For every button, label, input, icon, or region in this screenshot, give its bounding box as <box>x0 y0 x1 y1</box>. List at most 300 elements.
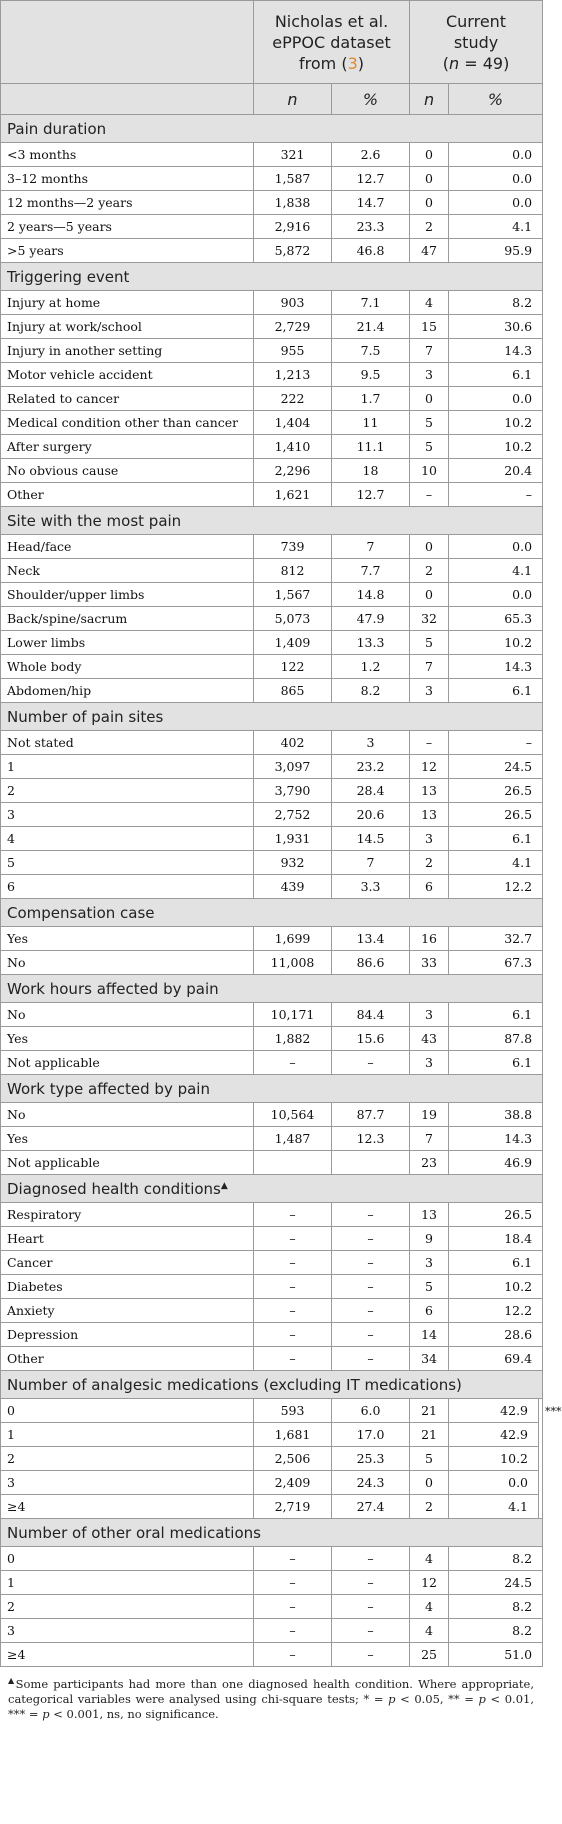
cell-current-pct: 26.5 <box>449 1203 543 1227</box>
cell-current-pct: 4.1 <box>449 851 543 875</box>
header-blank-cell <box>1 1 254 84</box>
cell-nicholas-n: 932 <box>254 851 332 875</box>
table-row <box>1 387 543 411</box>
cell-nicholas-n: 2,409 <box>254 1471 332 1495</box>
cell-nicholas-n: – <box>254 1323 332 1347</box>
table-row <box>1 1471 543 1495</box>
cell-current-pct: 8.2 <box>449 1619 543 1643</box>
cell-nicholas-n: 1,487 <box>254 1127 332 1151</box>
cell-current-pct: 10.2 <box>449 1275 543 1299</box>
cell-nicholas-n: 865 <box>254 679 332 703</box>
cell-nicholas-pct: – <box>332 1251 410 1275</box>
row-label: 5 <box>1 851 254 875</box>
section-title-text: Triggering event <box>7 267 130 286</box>
cell-nicholas-pct: 18 <box>332 459 410 483</box>
row-label: Not stated <box>1 731 254 755</box>
cell-nicholas-pct: 13.3 <box>332 631 410 655</box>
cell-current-n: 3 <box>410 1003 449 1027</box>
table-row <box>1 1595 543 1619</box>
cell-nicholas-pct: 23.3 <box>332 215 410 239</box>
cell-current-n: 21 <box>410 1399 449 1423</box>
row-label: Neck <box>1 559 254 583</box>
cell-current-pct: 0.0 <box>449 143 543 167</box>
section-title-text: Number of pain sites <box>7 707 164 726</box>
cell-nicholas-pct: 14.5 <box>332 827 410 851</box>
section-header-row <box>1 1371 543 1399</box>
table-row <box>1 1251 543 1275</box>
cell-nicholas-pct: – <box>332 1571 410 1595</box>
row-label: Cancer <box>1 1251 254 1275</box>
row-label: 3–12 months <box>1 167 254 191</box>
cell-current-n: 7 <box>410 1127 449 1151</box>
section-title-text: Pain duration <box>7 119 107 138</box>
cell-current-n: 7 <box>410 655 449 679</box>
cell-nicholas-n: – <box>254 1571 332 1595</box>
cell-nicholas-n: 2,752 <box>254 803 332 827</box>
table-row <box>1 1423 543 1447</box>
row-label: 0 <box>1 1399 254 1423</box>
row-label: Medical condition other than cancer <box>1 411 254 435</box>
cell-nicholas-n: 1,409 <box>254 631 332 655</box>
table-row <box>1 927 543 951</box>
table-row <box>1 1619 543 1643</box>
table-row <box>1 631 543 655</box>
table-row <box>1 411 543 435</box>
section-title <box>1 115 543 143</box>
cell-nicholas-pct: – <box>332 1275 410 1299</box>
cell-current-n: – <box>410 483 449 507</box>
cell-nicholas-pct: 7.7 <box>332 559 410 583</box>
row-label: Other <box>1 1347 254 1371</box>
cell-nicholas-n: 11,008 <box>254 951 332 975</box>
row-label: 1 <box>1 1423 254 1447</box>
row-label: After surgery <box>1 435 254 459</box>
section-header-row <box>1 507 543 535</box>
section-header-row <box>1 899 543 927</box>
cell-nicholas-n: 321 <box>254 143 332 167</box>
cell-nicholas-n: 1,882 <box>254 1027 332 1051</box>
cell-nicholas-pct: 14.8 <box>332 583 410 607</box>
cell-current-pct: 46.9 <box>449 1151 543 1175</box>
cell-current-n: 4 <box>410 291 449 315</box>
row-label: Other <box>1 483 254 507</box>
section-title <box>1 263 543 291</box>
row-label: Abdomen/hip <box>1 679 254 703</box>
cell-current-n: 3 <box>410 363 449 387</box>
significance-marker: *** <box>539 1399 543 1519</box>
row-label: 2 <box>1 779 254 803</box>
table-row <box>1 1103 543 1127</box>
cell-current-pct: 14.3 <box>449 655 543 679</box>
cell-current-pct: 26.5 <box>449 779 543 803</box>
cell-current-pct: 67.3 <box>449 951 543 975</box>
table-row <box>1 315 543 339</box>
cell-current-pct: 4.1 <box>449 1495 539 1519</box>
cell-current-n: 3 <box>410 1051 449 1075</box>
cell-current-pct: 10.2 <box>449 631 543 655</box>
cell-current-n: 4 <box>410 1595 449 1619</box>
table-row <box>1 459 543 483</box>
table-row <box>1 143 543 167</box>
cell-current-n: 5 <box>410 1275 449 1299</box>
cell-nicholas-n: 2,916 <box>254 215 332 239</box>
row-label: Whole body <box>1 655 254 679</box>
cell-current-pct: 4.1 <box>449 559 543 583</box>
cell-nicholas-n: 439 <box>254 875 332 899</box>
row-label: <3 months <box>1 143 254 167</box>
section-title-text: Work hours affected by pain <box>7 979 219 998</box>
cell-nicholas-pct: 23.2 <box>332 755 410 779</box>
row-label: 12 months—2 years <box>1 191 254 215</box>
cell-current-n: 5 <box>410 435 449 459</box>
cell-current-pct: 12.2 <box>449 875 543 899</box>
footnote-marker: ▲ <box>220 1180 228 1191</box>
cell-current-pct: 65.3 <box>449 607 543 631</box>
cell-nicholas-n: – <box>254 1275 332 1299</box>
table-row <box>1 1643 543 1667</box>
row-label: Not applicable <box>1 1051 254 1075</box>
table-row <box>1 339 543 363</box>
table-row <box>1 755 543 779</box>
cell-nicholas-pct: 7 <box>332 535 410 559</box>
cell-nicholas-n: – <box>254 1299 332 1323</box>
header-current-study <box>410 1 543 84</box>
cell-nicholas-n: – <box>254 1619 332 1643</box>
table-row <box>1 679 543 703</box>
header-nicholas-suffix: ) <box>357 53 364 73</box>
cell-current-n: 34 <box>410 1347 449 1371</box>
cell-current-pct: 6.1 <box>449 1251 543 1275</box>
cell-current-n: 33 <box>410 951 449 975</box>
cell-nicholas-n: – <box>254 1251 332 1275</box>
cell-nicholas-n: 222 <box>254 387 332 411</box>
footnote <box>0 1667 542 1722</box>
cell-nicholas-pct: 47.9 <box>332 607 410 631</box>
cell-current-pct: 95.9 <box>449 239 543 263</box>
row-label: 2 <box>1 1447 254 1471</box>
cell-current-n: 0 <box>410 191 449 215</box>
cell-nicholas-n: – <box>254 1643 332 1667</box>
cell-current-n: 3 <box>410 827 449 851</box>
table-row <box>1 851 543 875</box>
row-label: Not applicable <box>1 1151 254 1175</box>
row-label: Back/spine/sacrum <box>1 607 254 631</box>
cell-current-n: 0 <box>410 387 449 411</box>
cell-nicholas-pct: 15.6 <box>332 1027 410 1051</box>
cell-nicholas-n: 122 <box>254 655 332 679</box>
row-label: Head/face <box>1 535 254 559</box>
cell-current-pct: 6.1 <box>449 363 543 387</box>
cell-nicholas-n: 2,296 <box>254 459 332 483</box>
cell-nicholas-pct: – <box>332 1323 410 1347</box>
table-row <box>1 731 543 755</box>
table-row <box>1 1299 543 1323</box>
table-row <box>1 1399 543 1423</box>
cell-current-pct: 6.1 <box>449 679 543 703</box>
cell-nicholas-n: 1,404 <box>254 411 332 435</box>
cell-current-n: 4 <box>410 1619 449 1643</box>
cell-nicholas-n: 812 <box>254 559 332 583</box>
table-row <box>1 167 543 191</box>
cell-current-pct: 8.2 <box>449 291 543 315</box>
cell-current-n: 15 <box>410 315 449 339</box>
cell-nicholas-n: 10,564 <box>254 1103 332 1127</box>
cell-nicholas-n: – <box>254 1595 332 1619</box>
row-label: Injury in another setting <box>1 339 254 363</box>
cell-nicholas-pct: 17.0 <box>332 1423 410 1447</box>
cell-nicholas-pct: 11.1 <box>332 435 410 459</box>
table-row <box>1 435 543 459</box>
cell-nicholas-n: 2,506 <box>254 1447 332 1471</box>
cell-nicholas-n: 402 <box>254 731 332 755</box>
table-row <box>1 1347 543 1371</box>
cell-nicholas-pct: 20.6 <box>332 803 410 827</box>
section-header-row <box>1 703 543 731</box>
cell-current-pct: 42.9 <box>449 1399 539 1423</box>
table-row <box>1 1447 543 1471</box>
subheader-blank-cell <box>1 84 254 115</box>
cell-nicholas-n: 903 <box>254 291 332 315</box>
section-title-text: Work type affected by pain <box>7 1079 210 1098</box>
table-row <box>1 607 543 631</box>
cell-nicholas-pct: 11 <box>332 411 410 435</box>
section-title <box>1 703 543 731</box>
table-row <box>1 239 543 263</box>
section-title-text: Number of other oral medications <box>7 1523 261 1542</box>
section-title <box>1 1519 543 1547</box>
section-header-row <box>1 1519 543 1547</box>
table-row <box>1 875 543 899</box>
row-label: 1 <box>1 755 254 779</box>
table-row <box>1 559 543 583</box>
cell-nicholas-pct: 9.5 <box>332 363 410 387</box>
section-title <box>1 1371 543 1399</box>
cell-current-pct: 38.8 <box>449 1103 543 1127</box>
row-label: >5 years <box>1 239 254 263</box>
row-label: Injury at home <box>1 291 254 315</box>
cell-current-n: 0 <box>410 583 449 607</box>
cell-current-n: 3 <box>410 679 449 703</box>
cell-current-n: 13 <box>410 803 449 827</box>
row-label: Shoulder/upper limbs <box>1 583 254 607</box>
footnote-mark: ▲ <box>8 1676 16 1685</box>
cell-current-pct: 24.5 <box>449 1571 543 1595</box>
cell-current-pct: 18.4 <box>449 1227 543 1251</box>
row-label: No <box>1 951 254 975</box>
subheader-n1: n <box>254 84 332 115</box>
cell-current-n: 4 <box>410 1547 449 1571</box>
cell-nicholas-pct: – <box>332 1595 410 1619</box>
row-label: No <box>1 1003 254 1027</box>
cell-nicholas-pct: – <box>332 1299 410 1323</box>
cell-current-pct: – <box>449 483 543 507</box>
cell-nicholas-pct <box>332 1151 410 1175</box>
row-label: ≥4 <box>1 1643 254 1667</box>
row-label: 3 <box>1 1619 254 1643</box>
table-row <box>1 483 543 507</box>
cell-nicholas-n: 3,097 <box>254 755 332 779</box>
section-header-row <box>1 115 543 143</box>
cell-nicholas-n: – <box>254 1547 332 1571</box>
cell-nicholas-n: 1,213 <box>254 363 332 387</box>
cell-current-pct: 12.2 <box>449 1299 543 1323</box>
cell-nicholas-n: – <box>254 1227 332 1251</box>
cell-current-pct: 28.6 <box>449 1323 543 1347</box>
cell-nicholas-pct: – <box>332 1051 410 1075</box>
cell-current-n: 10 <box>410 459 449 483</box>
table-row <box>1 215 543 239</box>
section-title <box>1 1175 543 1203</box>
section-header-row <box>1 975 543 1003</box>
cell-nicholas-pct: 2.6 <box>332 143 410 167</box>
cell-current-pct: 6.1 <box>449 827 543 851</box>
cell-current-n: 0 <box>410 167 449 191</box>
table-row <box>1 291 543 315</box>
cell-current-n: 2 <box>410 851 449 875</box>
row-label: 0 <box>1 1547 254 1571</box>
row-label: Motor vehicle accident <box>1 363 254 387</box>
table-row <box>1 1203 543 1227</box>
cell-current-pct: 87.8 <box>449 1027 543 1051</box>
cell-nicholas-n: 2,729 <box>254 315 332 339</box>
cell-current-n: 0 <box>410 143 449 167</box>
table-row <box>1 1227 543 1251</box>
cell-nicholas-n: – <box>254 1051 332 1075</box>
cell-nicholas-n: 955 <box>254 339 332 363</box>
cell-nicholas-n: 1,621 <box>254 483 332 507</box>
cell-current-n: 6 <box>410 875 449 899</box>
table-row <box>1 655 543 679</box>
cell-nicholas-n: 1,567 <box>254 583 332 607</box>
cell-nicholas-pct: 28.4 <box>332 779 410 803</box>
cell-nicholas-pct: 25.3 <box>332 1447 410 1471</box>
table-row <box>1 1323 543 1347</box>
cell-current-n: 32 <box>410 607 449 631</box>
table-row <box>1 1051 543 1075</box>
header-nicholas-prefix: Nicholas et al. ePPOC dataset from ( <box>272 11 391 73</box>
row-label: 3 <box>1 803 254 827</box>
cell-nicholas-n: 3,790 <box>254 779 332 803</box>
table-row <box>1 1275 543 1299</box>
cell-current-pct: 0.0 <box>449 167 543 191</box>
cell-nicholas-pct: 27.4 <box>332 1495 410 1519</box>
cell-nicholas-n: 1,410 <box>254 435 332 459</box>
row-label: No obvious cause <box>1 459 254 483</box>
cell-nicholas-pct: 3 <box>332 731 410 755</box>
cell-nicholas-pct: – <box>332 1203 410 1227</box>
table-row <box>1 1003 543 1027</box>
cell-current-pct: 69.4 <box>449 1347 543 1371</box>
cell-nicholas-pct: 21.4 <box>332 315 410 339</box>
row-label: Heart <box>1 1227 254 1251</box>
row-label: 1 <box>1 1571 254 1595</box>
cell-current-n: 7 <box>410 339 449 363</box>
row-label: Depression <box>1 1323 254 1347</box>
row-label: ≥4 <box>1 1495 254 1519</box>
section-header-row <box>1 1075 543 1103</box>
cell-nicholas-n <box>254 1151 332 1175</box>
row-label: 6 <box>1 875 254 899</box>
section-title-text: Site with the most pain <box>7 511 182 530</box>
cell-nicholas-pct: – <box>332 1547 410 1571</box>
cell-current-n: 12 <box>410 1571 449 1595</box>
header-row <box>1 1 543 84</box>
cell-nicholas-pct: 46.8 <box>332 239 410 263</box>
row-label: Lower limbs <box>1 631 254 655</box>
cell-current-n: 5 <box>410 1447 449 1471</box>
cell-current-n: 23 <box>410 1151 449 1175</box>
cell-nicholas-pct: 7.5 <box>332 339 410 363</box>
subheader-row <box>1 84 543 115</box>
cell-current-n: 5 <box>410 411 449 435</box>
cell-current-n: – <box>410 731 449 755</box>
table-row <box>1 363 543 387</box>
cell-current-n: 2 <box>410 559 449 583</box>
section-title <box>1 899 543 927</box>
cell-current-n: 6 <box>410 1299 449 1323</box>
row-label: Injury at work/school <box>1 315 254 339</box>
cell-nicholas-n: – <box>254 1203 332 1227</box>
cell-current-pct: 26.5 <box>449 803 543 827</box>
cell-current-pct: 8.2 <box>449 1547 543 1571</box>
cell-nicholas-pct: – <box>332 1643 410 1667</box>
section-title <box>1 975 543 1003</box>
cell-current-pct: 0.0 <box>449 535 543 559</box>
cell-current-pct: 24.5 <box>449 755 543 779</box>
cell-nicholas-pct: 6.0 <box>332 1399 410 1423</box>
cell-nicholas-pct: 3.3 <box>332 875 410 899</box>
cell-nicholas-pct: 7.1 <box>332 291 410 315</box>
cell-current-pct: 14.3 <box>449 339 543 363</box>
table-row <box>1 535 543 559</box>
reference-link[interactable]: 3 <box>347 53 358 73</box>
cell-current-pct: 10.2 <box>449 411 543 435</box>
row-label: 2 years—5 years <box>1 215 254 239</box>
cell-current-pct: 32.7 <box>449 927 543 951</box>
cell-nicholas-pct: – <box>332 1619 410 1643</box>
cell-current-n: 25 <box>410 1643 449 1667</box>
row-label: Anxiety <box>1 1299 254 1323</box>
cell-nicholas-n: 1,838 <box>254 191 332 215</box>
cell-current-pct: 0.0 <box>449 191 543 215</box>
table-row <box>1 1571 543 1595</box>
cell-nicholas-pct: 87.7 <box>332 1103 410 1127</box>
cell-current-pct: 0.0 <box>449 583 543 607</box>
table-row <box>1 779 543 803</box>
cell-nicholas-n: 739 <box>254 535 332 559</box>
header-current-line2-pre: study <box>453 32 499 52</box>
cell-current-pct: 20.4 <box>449 459 543 483</box>
cell-nicholas-pct: 12.7 <box>332 167 410 191</box>
subheader-pct1: % <box>332 84 410 115</box>
row-label: Yes <box>1 1027 254 1051</box>
cell-current-n: 9 <box>410 1227 449 1251</box>
subheader-n2: n <box>410 84 449 115</box>
cell-nicholas-pct: 12.7 <box>332 483 410 507</box>
cell-current-n: 3 <box>410 1251 449 1275</box>
cell-current-n: 16 <box>410 927 449 951</box>
cell-current-n: 14 <box>410 1323 449 1347</box>
cell-current-pct: 6.1 <box>449 1051 543 1075</box>
cell-nicholas-pct: 12.3 <box>332 1127 410 1151</box>
section-header-row <box>1 1175 543 1203</box>
subheader-pct2: % <box>449 84 543 115</box>
cell-current-n: 13 <box>410 779 449 803</box>
cell-nicholas-n: 1,699 <box>254 927 332 951</box>
cell-current-pct: 8.2 <box>449 1595 543 1619</box>
cell-current-n: 2 <box>410 1495 449 1519</box>
cell-current-pct: 51.0 <box>449 1643 543 1667</box>
